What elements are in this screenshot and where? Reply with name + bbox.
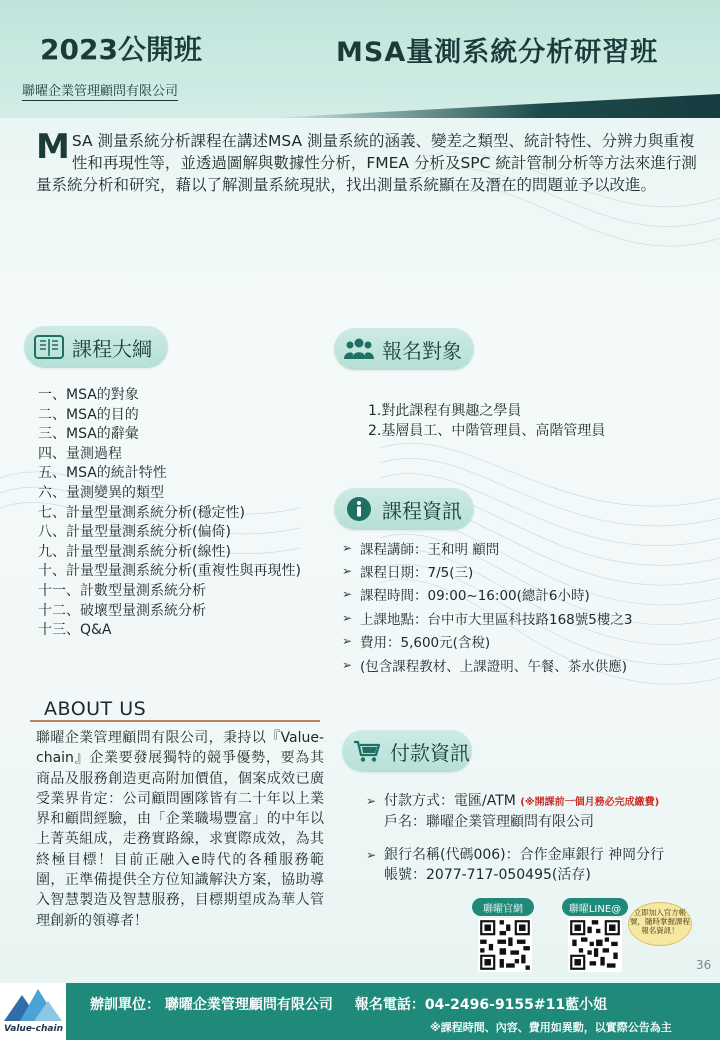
payment-title: 付款資訊 — [390, 740, 470, 765]
book-icon — [34, 332, 64, 362]
payment-method-row: ➢ 付款方式：電匯/ATM (※開課前一個月務必完成繳費) — [366, 792, 664, 813]
arrow-icon: ➢ — [342, 587, 353, 602]
list-item: ➢ 課程時間：09:00~16:00(總計6小時) — [342, 587, 590, 605]
outline-heading — [24, 326, 168, 368]
footer-contact — [90, 994, 607, 1014]
arrow-icon: ➢ — [366, 794, 377, 808]
list-item: 十三、Q&A — [38, 622, 112, 639]
list-item: 十一、計數型量測系統分析 — [38, 582, 206, 599]
list-item: ➢ 課程日期：7/5(三) — [342, 564, 474, 582]
payment-heading — [342, 730, 472, 772]
intro-paragraph — [36, 127, 702, 196]
list-item: 1.對此課程有興趣之學員 — [368, 403, 522, 419]
outline-title: 課程大綱 — [72, 336, 152, 361]
cart-icon — [352, 736, 382, 766]
arrow-icon: ➢ — [342, 540, 353, 555]
list-item: 三、MSA的辭彙 — [38, 426, 139, 443]
year-title: 2023公開班 — [40, 33, 202, 66]
list-item: 六、量測變異的類型 — [38, 484, 164, 501]
list-item: 十二、破壞型量測系統分析 — [38, 602, 206, 619]
payment-details — [366, 792, 664, 885]
arrow-icon: ➢ — [366, 848, 377, 862]
list-item: 五、MSA的統計特性 — [38, 465, 167, 482]
audience-title: 報名對象 — [382, 338, 462, 363]
list-item: ➢ (包含課程教材、上課證明、午餐、茶水供應) — [342, 657, 628, 675]
outline-list — [38, 386, 308, 641]
payment-note: (※開課前一個月務必完成繳費) — [520, 797, 660, 808]
header — [0, 0, 720, 118]
account-number: 帳號：2077-717-050495(活存) — [384, 866, 591, 883]
arrow-icon: ➢ — [342, 610, 353, 625]
arrow-icon: ➢ — [342, 564, 353, 579]
intro-initial: M — [36, 127, 70, 167]
line-promo-bubble: 立即加入官方帳號，隨時掌握課程報名資訊！ — [628, 902, 692, 946]
about-title: ABOUT US — [44, 698, 147, 720]
list-item: 八、計量型量測系統分析(偏倚) — [38, 524, 231, 541]
company-name: 聯曜企業管理顧問有限公司 — [22, 80, 178, 101]
list-item: 九、計量型量測系統分析(線性) — [38, 543, 231, 560]
list-item: 2.基層員工、中階管理員、高階管理員 — [368, 422, 606, 439]
list-item: 一、MSA的對象 — [38, 387, 139, 403]
organizer: 辦訓單位： 聯曜企業管理顧問有限公司 — [90, 997, 333, 1013]
list-item: 七、計量型量測系統分析(穩定性) — [38, 504, 245, 521]
audience-list — [368, 402, 605, 441]
arrow-icon: ➢ — [342, 657, 353, 672]
list-item: ➢ 費用：5,600元(含稅) — [342, 634, 491, 652]
page-number: 36 — [696, 958, 712, 972]
course-title: MSA量測系統分析研習班 — [336, 37, 659, 68]
line-account-label: 聯曜LINE@ — [562, 898, 628, 916]
official-site-qr-code[interactable] — [478, 918, 532, 972]
audience-heading — [334, 328, 474, 370]
list-item: ➢ 課程講師：王和明 顧問 — [342, 540, 500, 558]
list-item: ➢ 上課地點：台中市大里區科技路168號5樓之3 — [342, 610, 633, 628]
line-account-qr-code[interactable] — [568, 918, 622, 972]
course-info-list — [342, 536, 632, 676]
list-item: 四、量測過程 — [38, 445, 122, 462]
about-divider — [30, 720, 320, 722]
arrow-icon: ➢ — [342, 634, 353, 649]
footer-note: ※課程時間、內容、費用如異動，以實際公告為主 — [430, 1021, 672, 1034]
course-info-title: 課程資訊 — [382, 498, 462, 523]
official-site-label: 聯曜官網 — [472, 898, 534, 916]
list-item: 十、計量型量測系統分析(重複性與再現性) — [38, 563, 301, 580]
course-info-heading — [334, 488, 474, 530]
list-item: 二、MSA的目的 — [38, 406, 139, 423]
account-name: 戶名：聯曜企業管理顧問有限公司 — [384, 813, 594, 830]
bank-row: ➢ 銀行名稱(代碼006)：合作金庫銀行 神岡分行 — [366, 846, 664, 866]
intro-text: SA 測量系統分析課程在講述MSA 測量系統的涵義、變差之類型、統計特性、分辨力與重複性和再現性等，並透過圖解與數據性分析，FMEA 分析及SPC 統計管制分析等方法來進行測量系統分析和研究，藉以了解測量系統現狀，找出測量系統顯在及潛在的問題並予以改進。 — [36, 132, 697, 194]
about-text: 聯曜企業管理顧問有限公司，秉持以『Value-chain』企業要發展獨特的競爭優勢，要為其商品及服務創造更高附加價值，個案成效已廣受業界肯定：公司顧問團隊皆有二十年以上業界和顧問經驗，由「企業職場豐富」的中年以上菁英組成，走務實路線，求實際成效，為其終極目標！目前正融入e時代的各種服務範圍，正準備提供全方位知識解決方案，協助導入智慧製造及智慧服務，目標期望成為華人管理創新的領導者！ — [36, 730, 324, 929]
logo-text: Value-chain — [4, 1024, 63, 1034]
mountain-logo-icon — [0, 983, 66, 1027]
header-band — [270, 94, 720, 118]
phone: 報名電話：04-2496-9155#11藍小姐 — [354, 997, 608, 1013]
info-icon — [344, 494, 374, 524]
people-icon — [344, 334, 374, 364]
